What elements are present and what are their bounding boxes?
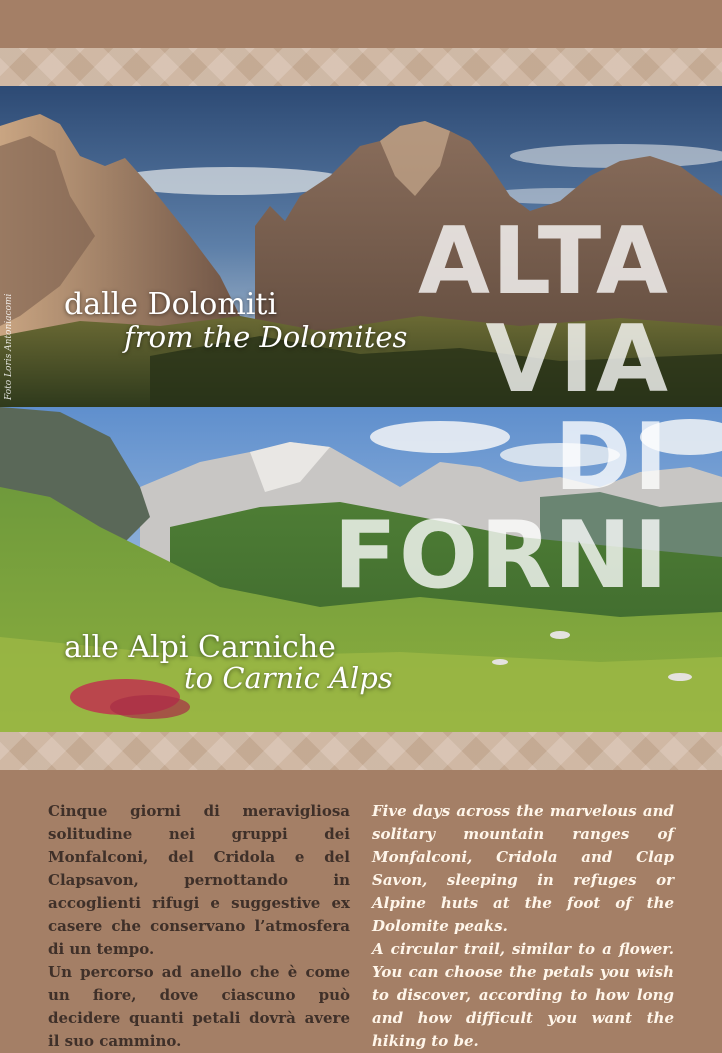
title-line-3: DI: [554, 403, 670, 511]
trail-title: [333, 207, 670, 609]
title-line-1: ALTA: [417, 207, 670, 315]
decorative-band-top: [0, 48, 722, 86]
italian-paragraph-2: Un percorso ad anello che è come un fiore, dove ciascuno può decidere quanti petali dovrà avere il suo cammino.: [48, 963, 350, 1050]
carnic-caption-english: to Carnic Alps: [184, 661, 393, 695]
decorative-band-bottom: [0, 732, 722, 770]
title-line-4: FORNI: [333, 501, 670, 609]
english-paragraph-1: Five days across the marvelous and solitary mountain ranges of Monfalconi, Cridola and Clap Savon, sleeping in refuges or Alpine huts at the foot of the Dolomite peaks.: [372, 802, 674, 935]
photo-credit: Foto Loris Antoniacomi: [4, 293, 14, 400]
title-line-2: VIA: [485, 305, 670, 413]
dolomites-caption-english: from the Dolomites: [124, 320, 408, 354]
english-description: [372, 800, 674, 1053]
italian-description: [48, 800, 350, 1053]
italian-paragraph-1: Cinque giorni di meravigliosa solitudine nei gruppi dei Monfalconi, del Cridola e del Clapsavon, pernottando in accoglienti rifugi e suggestive ex casere che conservano l’atmosfera di un tempo.: [48, 802, 350, 958]
dolomites-caption-italian: dalle Dolomiti: [64, 287, 278, 322]
english-paragraph-2: A circular trail, similar to a flower. You can choose the petals you wish to discover, according to how long and how difficult you want the hiking to be.: [372, 940, 674, 1050]
carnic-caption-italian: alle Alpi Carniche: [64, 630, 336, 665]
